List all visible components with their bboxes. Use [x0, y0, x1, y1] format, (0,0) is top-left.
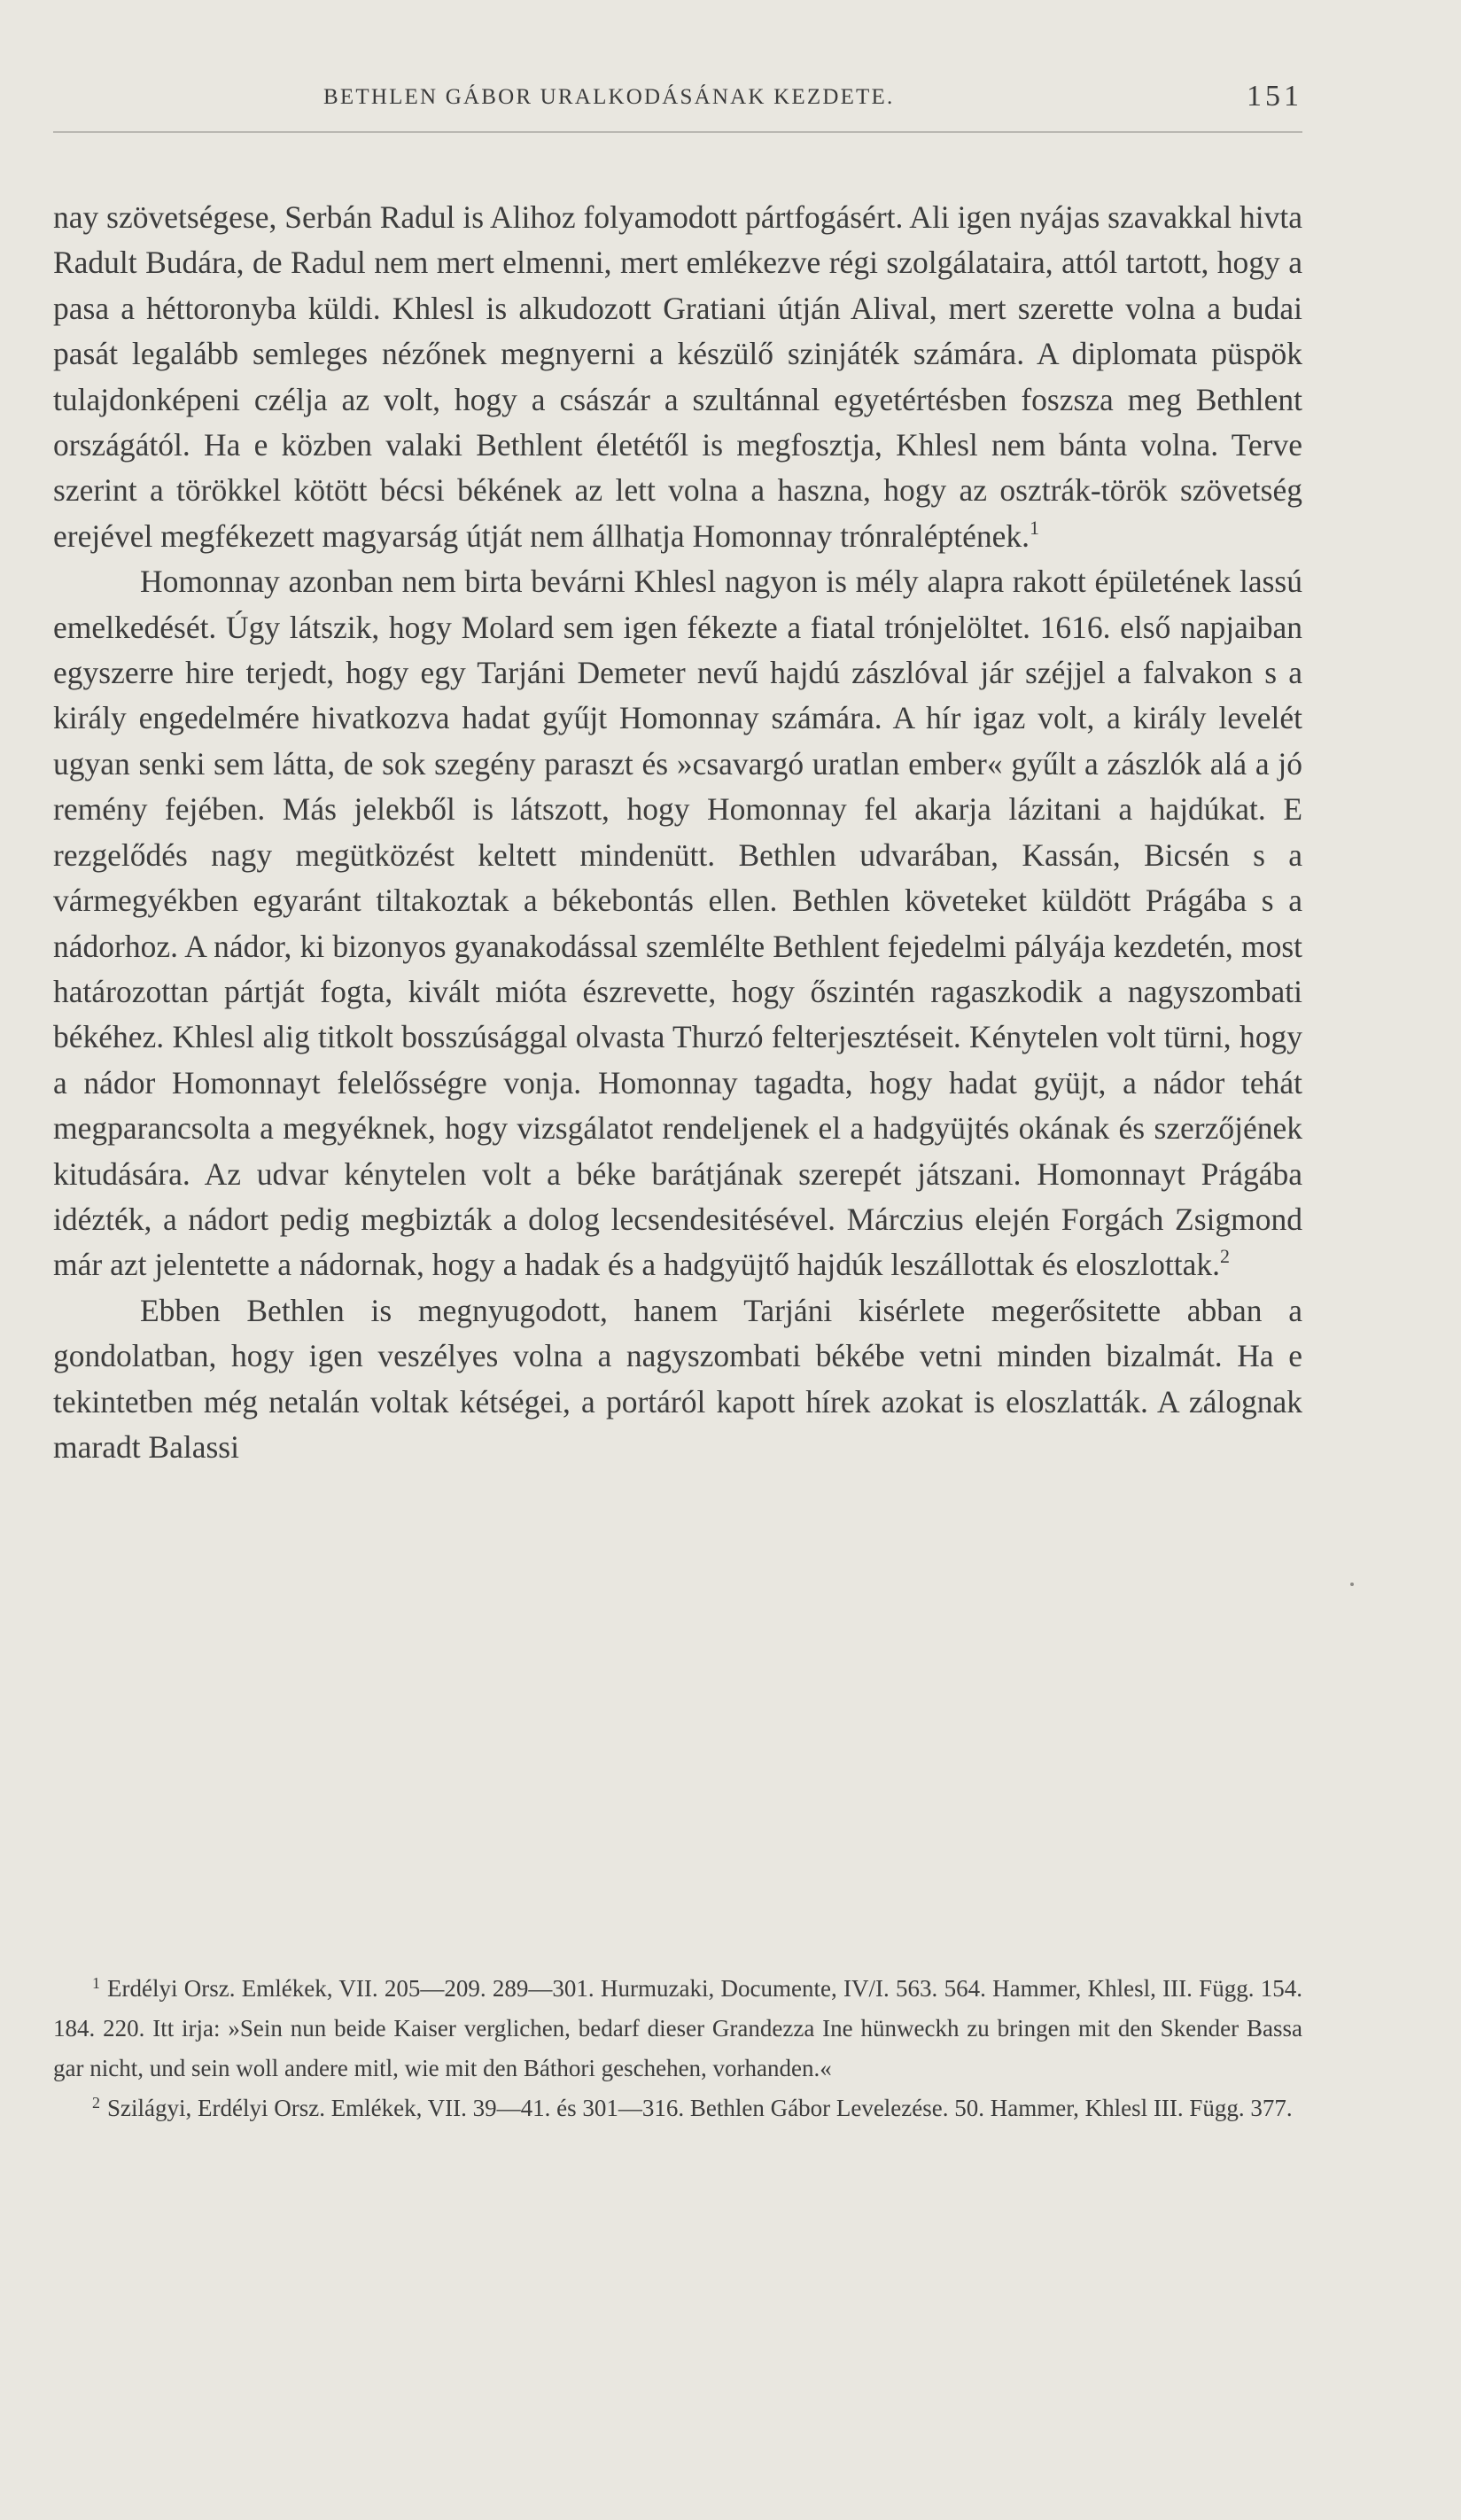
paragraph-2: [53, 559, 1302, 1288]
paragraph-2-text: Homonnay azonban nem birta bevárni Khlesl nagyon is mély alapra rakott épületének lassú emelkedését. Úgy látszik, hogy Molard sem igen fékezte a fiatal trónjelöltet. 1616. első napjaiban egyszerre hire terjedt, hogy egy Tarjáni Demeter nevű hajdú zászlóval jár széjjel a falvakon s a király engedelmére hivatkozva hadat gyűjt Homonnay számára. A hír igaz volt, a király levelét ugyan senki sem látta, de sok szegény paraszt és »csavargó uratlan ember« gyűlt a zászlók alá a jó remény fejében. Más jelekből is látszott, hogy Homonnay fel akarja lázitani a hajdúkat. E rezgelődés nagy megütközést keltett mindenütt. Bethlen udvarában, Kassán, Bicsén s a vármegyékben egyaránt tiltakoztak a békebontás ellen. Bethlen követeket küldött Prágába s a nádorhoz. A nádor, ki bizonyos gyanakodással szemlélte Bethlent fejedelmi pályája kezdetén, most határozottan pártját fogta, kivált mióta észrevette, hogy őszintén ragaszkodik a nagyszombati békéhez. Khlesl alig titkolt bosszúsággal olvasta Thurzó felterjesztéseit. Kénytelen volt türni, hogy a nádor Homonnayt felelősségre vonja. Homonnay tagadta, hogy hadat gyüjt, a nádor tehát megparancsolta a megyéknek, hogy vizsgálatot rendeljenek el a hadgyüjtés okának és szerzőjének kitudására. Az udvar kénytelen volt a béke barátjának szerepét játszani. Homonnayt Prágába idézték, a nádort pedig megbizták a dolog lecsendesitésével. Márczius elején Forgách Zsigmond már azt jelentette a nádornak, hogy a hadak és a hadgyüjtő hajdúk leszállottak és eloszlottak.: [53, 564, 1302, 1283]
main-text: [53, 195, 1302, 1470]
footnote-2-text: Szilágyi, Erdélyi Orsz. Emlékek, VII. 39—41. és 301—316. Bethlen Gábor Levelezése. 50. Hammer, Khlesl III. Függ. 377.: [107, 2095, 1293, 2121]
page-number: 151: [1247, 80, 1302, 113]
footnote-ref-1: 1: [1030, 516, 1039, 539]
footnote-2: [53, 2088, 1302, 2128]
running-head-title: BETHLEN GÁBOR URALKODÁSÁNAK KEZDETE.: [323, 85, 895, 109]
footnote-ref-2: 2: [1219, 1245, 1230, 1268]
footnote-2-mark: 2: [92, 2094, 100, 2112]
running-head: [53, 80, 1302, 126]
paragraph-3: [53, 1288, 1302, 1471]
paper-speck: [1350, 1583, 1354, 1586]
paragraph-1: [53, 195, 1302, 559]
footnote-1-text: Erdélyi Orsz. Emlékek, VII. 205—209. 289—301. Hurmuzaki, Documente, IV/I. 563. 564. Hammer, Khlesl, III. Függ. 154. 184. 220. Itt irja: »Sein nun beide Kaiser verglichen, bedarf dieser Grandezza Ine hünweckh zu bringen mit den Skender Bassa gar nicht, und sein woll andere mitl, wie mit den Báthori geschehen, vorhanden.«: [53, 1975, 1302, 2081]
footnote-1-mark: 1: [92, 1974, 100, 1992]
footnote-1: [53, 1969, 1302, 2088]
footnotes: [53, 1969, 1302, 2128]
header-rule: [53, 131, 1302, 133]
paragraph-3-text: Ebben Bethlen is megnyugodott, hanem Tarjáni kisérlete megerősitette abban a gondolatban, hogy igen veszélyes volna a nagyszombati békébe vetni minden bizalmát. Ha e tekintetben még netalán voltak kétségei, a portáról kapott hírek azokat is eloszlatták. A zálognak maradt Balassi: [53, 1292, 1302, 1465]
paragraph-1-text: nay szövetségese, Serbán Radul is Alihoz folyamodott pártfogásért. Ali igen nyájas szavakkal hivta Radult Budára, de Radul nem mert elmenni, mert emlékezve régi szolgálataira, attól tartott, hogy a pasa a héttoronyba küldi. Khlesl is alkudozott Gratiani útján Alival, mert szerette volna a budai pasát legalább semleges nézőnek megnyerni a készülő szinjáték számára. A diplomata püspök tulajdonképeni czélja az volt, hogy a császár a szultánnal egyetértésben foszsza meg Bethlent országától. Ha e közben valaki Bethlent életétől is megfosztja, Khlesl nem bánta volna. Terve szerint a törökkel kötött bécsi békének az lett volna a haszna, hogy az osztrák-török szövetség erejével megfékezett magyarság útját nem állhatja Homonnay trónraléptének.: [53, 199, 1302, 554]
